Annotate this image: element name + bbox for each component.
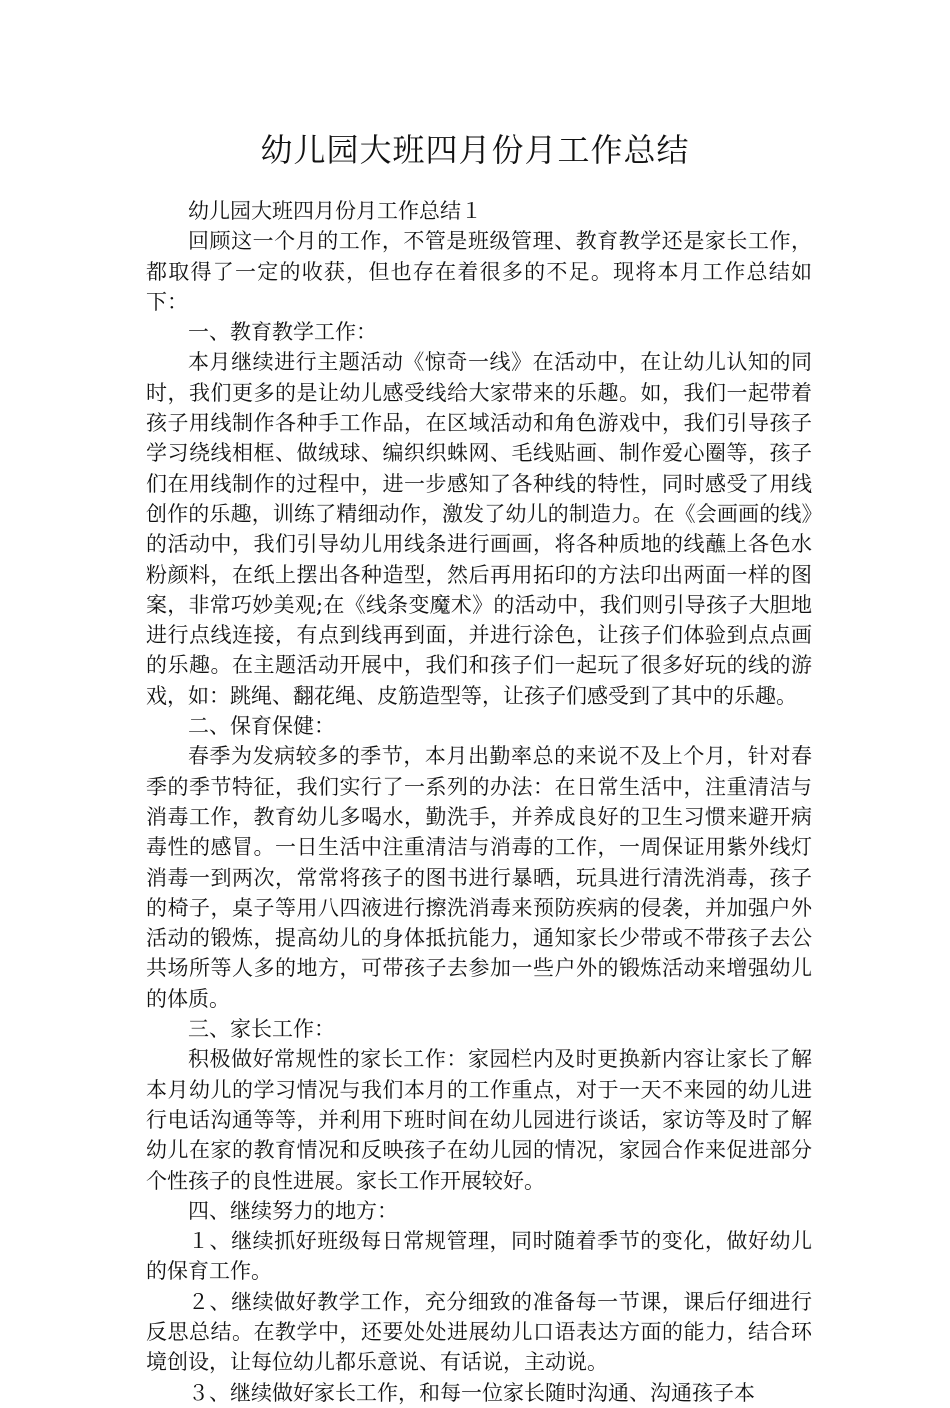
parents-paragraph: 积极做好常规性的家长工作：家园栏内及时更换新内容让家长了解本月幼儿的学习情况与我们本月的工作重点，对于一天不来园的幼儿进行电话沟通等等，并利用下班时间在幼儿园进行谈话，家访等及时了解幼儿在家的教育情况和反映孩子在幼儿园的情况，家园合作来促进部分个性孩子的良性进展。家长工作开展较好。 xyxy=(146,1047,812,1193)
section-heading-parents: 三、家长工作： xyxy=(188,1017,335,1042)
section-heading-teaching: 一、教育教学工作： xyxy=(188,320,377,345)
improvement-item-1: １、继续抓好班级每日常规管理，同时随着季节的变化，做好幼儿的保育工作。 xyxy=(146,1229,812,1284)
intro-paragraph: 回顾这一个月的工作，不管是班级管理、教育教学还是家长工作，都取得了一定的收获，但也存在着很多的不足。现将本月工作总结如下： xyxy=(146,229,812,314)
section-heading-health: 二、保育保健： xyxy=(188,714,335,739)
section-heading-improvement: 四、继续努力的地方： xyxy=(188,1198,398,1223)
document-body xyxy=(146,196,812,1408)
teaching-paragraph: 本月继续进行主题活动《惊奇一线》在活动中，在让幼儿认知的同时，我们更多的是让幼儿感受线给大家带来的乐趣。如，我们一起带着孩子用线制作各种手工作品，在区域活动和角色游戏中，我们引导孩子学习绕线相框、做绒球、编织织蛛网、毛线贴画、制作爱心圈等，孩子们在用线制作的过程中，进一步感知了各种线的特性，同时感受了用线创作的乐趣，训练了精细动作，激发了幼儿的制造力。在《会画画的线》的活动中，我们引导幼儿用线条进行画画，将各种质地的线蘸上各色水粉颜料，在纸上摆出各种造型，然后再用拓印的方法印出两面一样的图案，非常巧妙美观;在《线条变魔术》的活动中，我们则引导孩子大胆地进行点线连接，有点到线再到面，并进行涂色，让孩子们体验到点点画的乐趣。在主题活动开展中，我们和孩子们一起玩了很多好玩的线的游戏，如：跳绳、翻花绳、皮筋造型等，让孩子们感受到了其中的乐趣。 xyxy=(146,350,812,708)
subtitle-paragraph: 幼儿园大班四月份月工作总结１ xyxy=(188,199,482,223)
improvement-item-3: ３、继续做好家长工作，和每一位家长随时沟通、沟通孩子本 xyxy=(188,1380,755,1405)
health-paragraph: 春季为发病较多的季节，本月出勤率总的来说不及上个月，针对春季的季节特征，我们实行了一系列的办法：在日常生活中，注重清洁与消毒工作，教育幼儿多喝水，勤洗手，并养成良好的卫生习惯来避开病毒性的感冒。一日生活中注重清洁与消毒的工作，一周保证用紫外线灯消毒一到两次，常常将孩子的图书进行暴晒，玩具进行清洗消毒，孩子的椅子，桌子等用八四液进行擦洗消毒来预防疾病的侵袭，并加强户外活动的锻炼，提高幼儿的身体抵抗能力，通知家长少带或不带孩子去公共场所等人多的地方，可带孩子去参加一些户外的锻炼活动来增强幼儿的体质。 xyxy=(146,744,812,1011)
improvement-item-2: ２、继续做好教学工作，充分细致的准备每一节课，课后仔细进行反思总结。在教学中，还要处处进展幼儿口语表达方面的能力，结合环境创设，让每位幼儿都乐意说、有话说，主动说。 xyxy=(146,1289,812,1375)
document-title: 幼儿园大班四月份月工作总结 xyxy=(260,131,690,169)
